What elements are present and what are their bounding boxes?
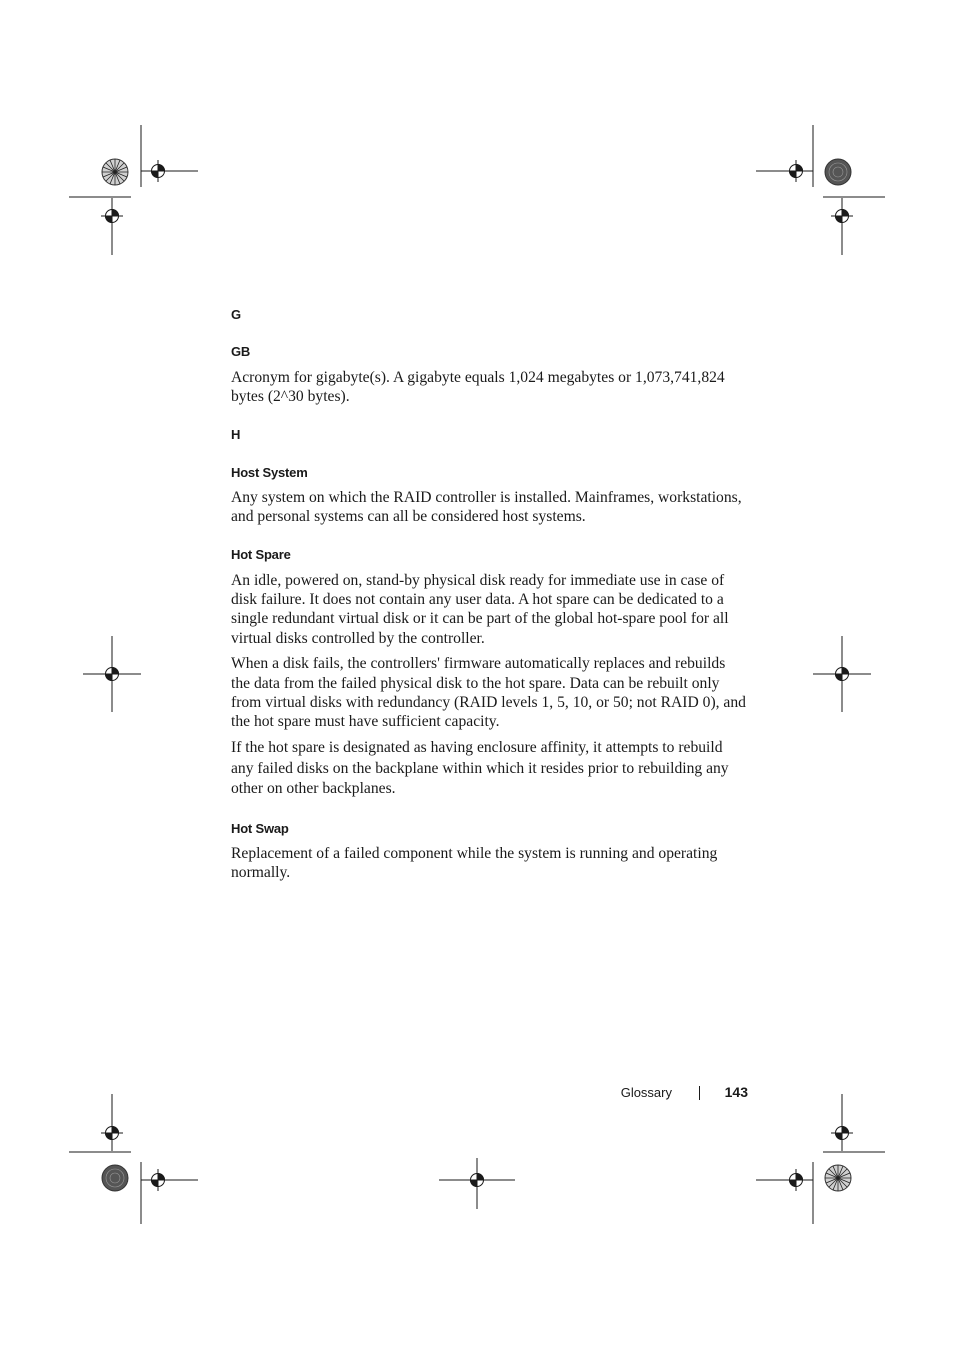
- glossary-term-hot-swap: Hot Swap: [231, 820, 289, 836]
- glossary-definition: When a disk fails, the controllers' firmware automatically replaces and rebuilds the data from the failed physical disk to the hot spare. Data can be rebuilt only from virtual disks with redundancy (RAID levels 1, 5, 10, or 50; not RAID 0), and the hot spare must have sufficient capacity.: [231, 655, 746, 731]
- section-letter-g: G: [231, 307, 242, 322]
- glossary-definition: If the hot spare is designated as having enclosure affinity, it attempts to rebuild any failed disks on the backplane within which it resides prior to rebuilding any other on other backplanes.: [231, 738, 729, 798]
- glossary-definition: Any system on which the RAID controller is installed. Mainframes, workstations, and personal systems can all be considered host systems.: [231, 488, 742, 526]
- page-footer: [0, 1083, 954, 1103]
- glossary-term-host-system: Host System: [231, 464, 308, 480]
- glossary-definition: Replacement of a failed component while the system is running and operating normally.: [231, 844, 718, 882]
- section-letter-h: H: [231, 426, 241, 442]
- glossary-definition: An idle, powered on, stand-by physical disk ready for immediate use in case of disk failure. It does not contain any user data. A hot spare can be dedicated to a single redundant virtual disk or it can be part of the global hot-spare pool for all virtual disks controlled by the controller.: [231, 571, 729, 647]
- page-number: 143: [724, 1084, 748, 1100]
- glossary-term-gb: GB: [231, 344, 251, 359]
- glossary-term-hot-spare: Hot Spare: [231, 546, 291, 562]
- footer-section-title: Glossary: [620, 1085, 672, 1100]
- glossary-content: [231, 306, 746, 883]
- footer-separator: [699, 1086, 700, 1100]
- glossary-definition: Acronym for gigabyte(s). A gigabyte equals 1,024 megabytes or 1,073,741,824 bytes (2^30 bytes).: [231, 369, 725, 406]
